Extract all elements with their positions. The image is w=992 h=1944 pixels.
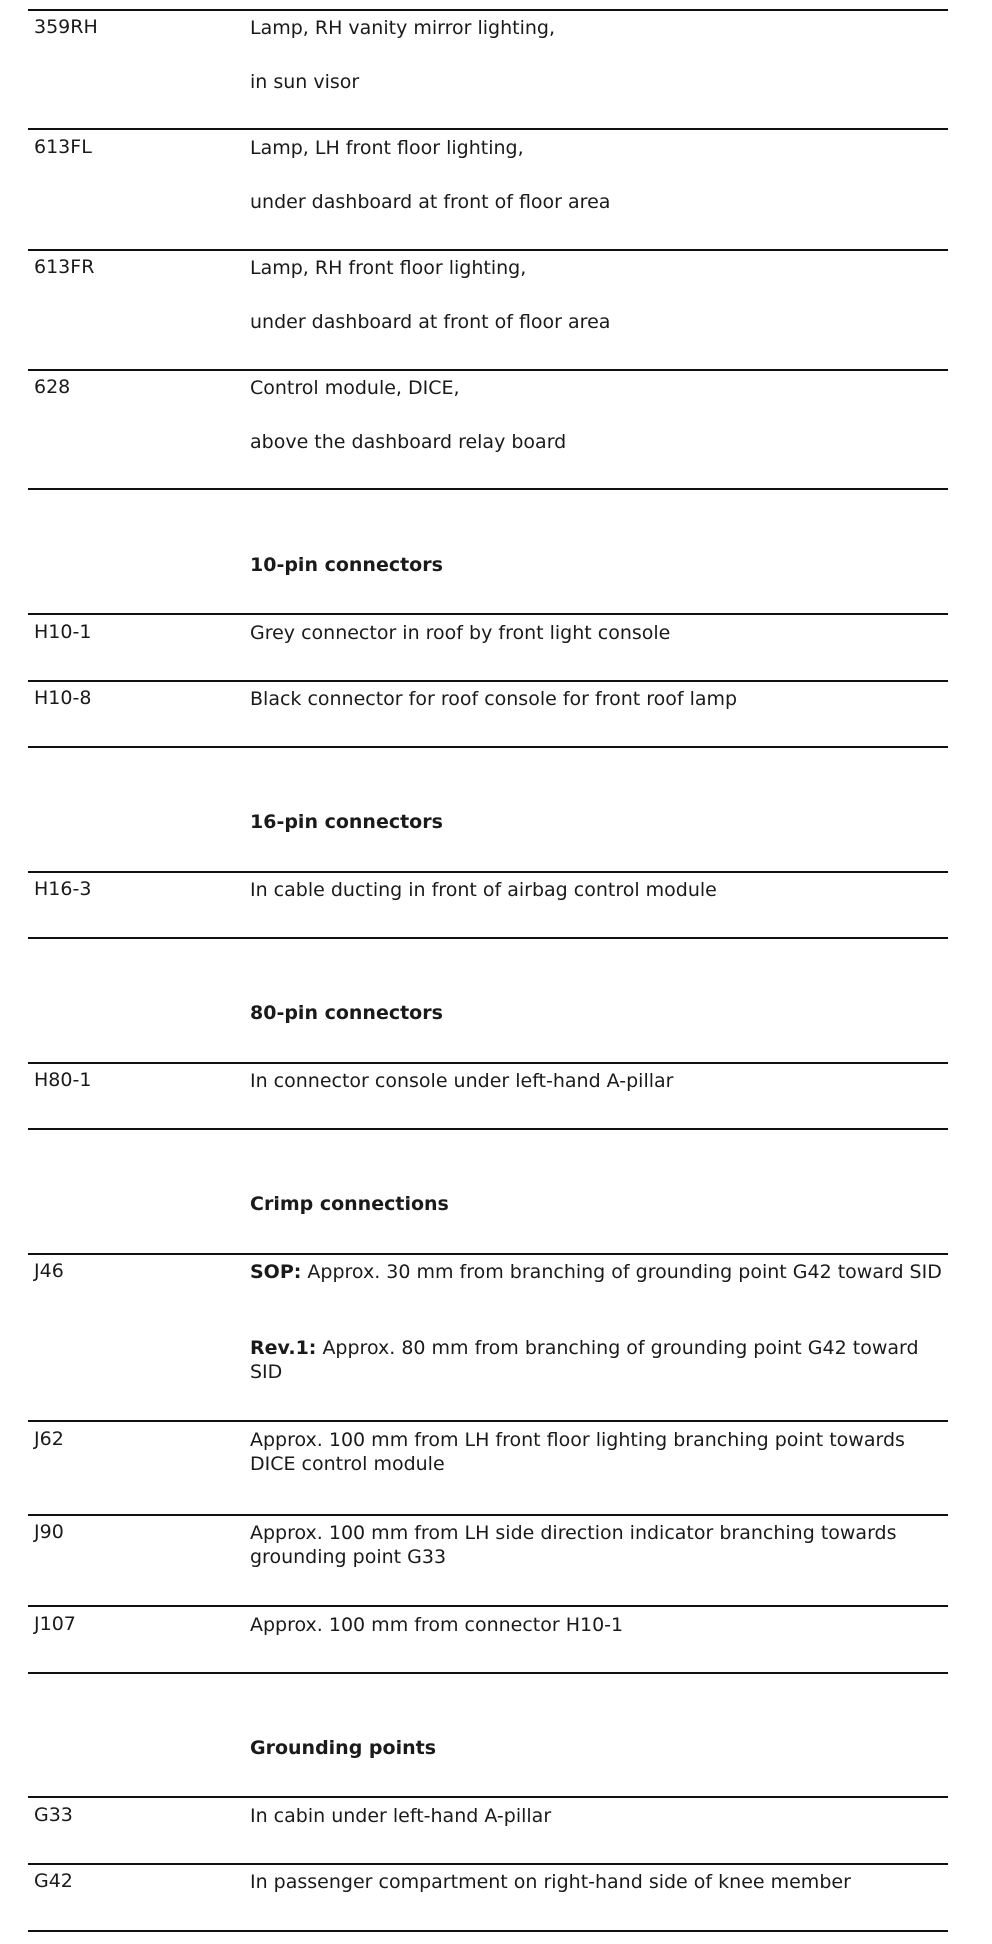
grounding-code: G33	[34, 1804, 73, 1826]
connector-location: In connector console under left-hand A-pillar	[250, 1070, 674, 1092]
grounding-location: In passenger compartment on right-hand side of knee member	[250, 1871, 851, 1893]
row-divider	[28, 249, 948, 251]
section-divider	[28, 937, 948, 939]
row-divider	[28, 128, 948, 130]
rev-text: Approx. 80 mm from branching of grounding point G42 toward SID	[250, 1337, 919, 1383]
connector-code: H10-8	[34, 687, 92, 709]
grounding-code: G42	[34, 1870, 73, 1892]
connector-code: H10-1	[34, 621, 92, 643]
crimp-code: J46	[34, 1260, 64, 1282]
row-divider	[28, 1605, 948, 1607]
row-divider	[28, 1514, 948, 1516]
crimp-location: Approx. 100 mm from connector H10-1	[250, 1614, 624, 1636]
grounding-location: In cabin under left-hand A-pillar	[250, 1805, 552, 1827]
section-divider	[28, 488, 948, 490]
row-divider	[28, 613, 948, 615]
component-code: 613FL	[34, 136, 92, 158]
section-heading-grounding: Grounding points	[250, 1737, 437, 1759]
component-code: 359RH	[34, 16, 98, 38]
component-description-line: Control module, DICE,	[250, 377, 460, 399]
section-heading-80-pin: 80-pin connectors	[250, 1002, 443, 1024]
row-divider	[28, 369, 948, 371]
row-divider	[28, 1420, 948, 1422]
row-divider	[28, 9, 948, 11]
sop-label: SOP:	[250, 1261, 302, 1283]
row-divider	[28, 871, 948, 873]
component-description-line: under dashboard at front of floor area	[250, 311, 611, 333]
row-divider	[28, 1062, 948, 1064]
section-divider	[28, 1672, 948, 1674]
section-divider	[28, 1128, 948, 1130]
row-divider	[28, 680, 948, 682]
connector-location: Black connector for roof console for front roof lamp	[250, 688, 738, 710]
component-description-line: in sun visor	[250, 71, 360, 93]
section-divider	[28, 1930, 948, 1932]
section-divider	[28, 746, 948, 748]
crimp-location: Approx. 100 mm from LH side direction indicator branching towards grounding point G33	[250, 1522, 897, 1568]
section-heading-10-pin: 10-pin connectors	[250, 554, 443, 576]
component-description-line: Lamp, RH vanity mirror lighting,	[250, 17, 556, 39]
sop-text: Approx. 30 mm from branching of grounding point G42 toward SID	[307, 1261, 942, 1283]
component-description-line: Lamp, RH front floor lighting,	[250, 257, 527, 279]
crimp-code: J62	[34, 1428, 64, 1450]
rev-label: Rev.1:	[250, 1337, 317, 1359]
connector-code: H16-3	[34, 878, 92, 900]
component-description-line: Lamp, LH front floor lighting,	[250, 137, 524, 159]
row-divider	[28, 1796, 948, 1798]
component-description-line: above the dashboard relay board	[250, 431, 567, 453]
crimp-location: Approx. 100 mm from LH front floor lighting branching point towards DICE control module	[250, 1429, 905, 1475]
connector-location: In cable ducting in front of airbag control module	[250, 879, 717, 901]
crimp-code: J90	[34, 1521, 64, 1543]
row-divider	[28, 1253, 948, 1255]
component-description-line: under dashboard at front of floor area	[250, 191, 611, 213]
component-code: 613FR	[34, 256, 95, 278]
crimp-code: J107	[34, 1613, 76, 1635]
section-heading-16-pin: 16-pin connectors	[250, 811, 443, 833]
connector-location: Grey connector in roof by front light console	[250, 622, 671, 644]
section-heading-crimp: Crimp connections	[250, 1193, 449, 1215]
crimp-sop-description	[250, 1260, 950, 1284]
connector-code: H80-1	[34, 1069, 92, 1091]
row-divider	[28, 1863, 948, 1865]
crimp-rev-description	[250, 1336, 950, 1384]
component-code: 628	[34, 376, 71, 398]
